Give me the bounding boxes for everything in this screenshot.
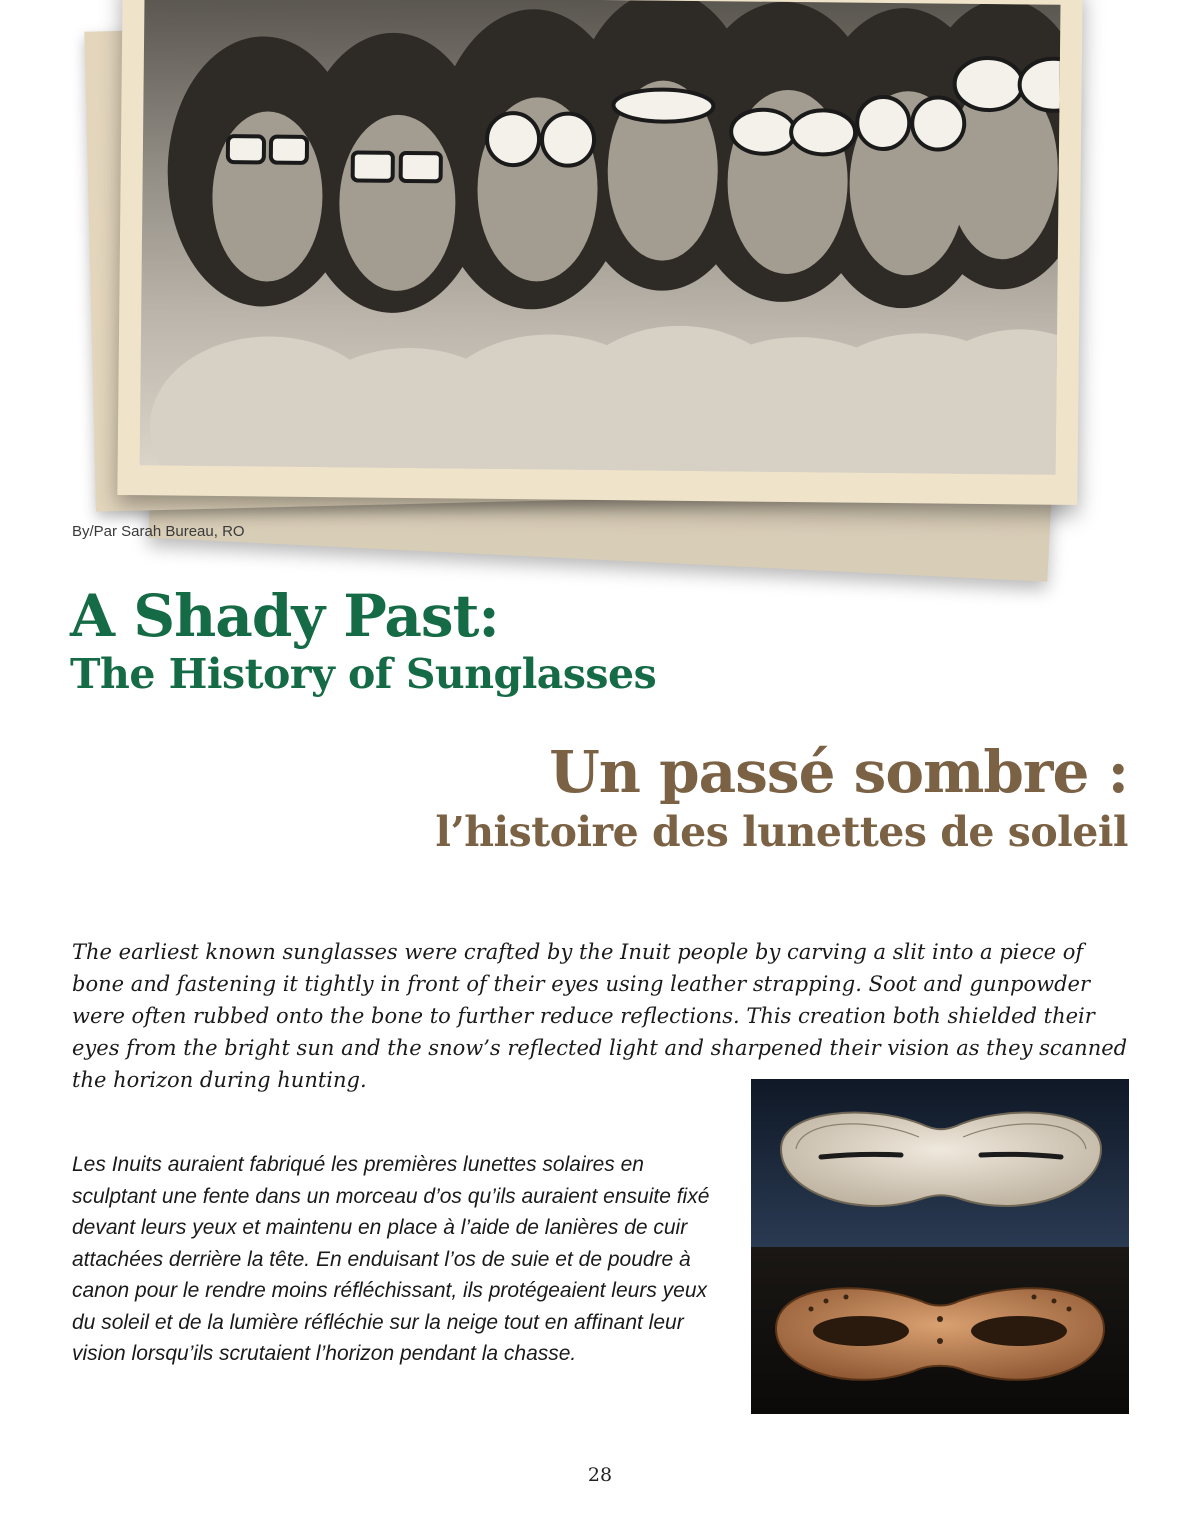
french-intro-paragraph: Les Inuits auraient fabriqué les premières lunettes solaires en sculptant une fente dans un morceau d’os qu’ils auraient ensuite fixé devant leurs yeux et maintenu en place à l’aide de lanières de cuir attachées derrière la tête. En enduisant l’os de suie et de poudre à canon pour le rendre moins réfléchissant, ils protégeaient leurs yeux du soleil et de la lumière réfléchie sur la neige tout en affinant leur vision lorsqu’ils scrutaient l’horizon pendant la chasse. [72, 1153, 710, 1365]
vintage-sunglasses-photo [140, 0, 1061, 475]
english-title: A Shady Past: [70, 582, 499, 650]
inuit-snow-goggles-photo [751, 1079, 1129, 1414]
byline: By/Par Sarah Bureau, RO [72, 523, 245, 540]
english-intro-paragraph: The earliest known sunglasses were crafted by the Inuit people by carving a slit into a piece of bone and fastening it tightly in front of their eyes using leather strapping. Soot and gunpowder were often rubbed onto the bone to further reduce reflections. This creation both shielded their eyes from the bright sun and the snow’s reflected light and sharpened their vision as they scanned the horizon during hunting. [72, 940, 1128, 1092]
women-in-sunglasses-illustration [140, 0, 1061, 475]
snow-goggles-illustration [751, 1079, 1129, 1414]
english-title-block [70, 583, 656, 699]
page-number: 28 [587, 1464, 613, 1486]
english-subtitle: The History of Sunglasses [70, 650, 657, 698]
hero-photo-stack [70, 0, 1090, 580]
french-subtitle: l’histoire des lunettes de soleil [435, 808, 1128, 856]
photo-print-front [117, 0, 1082, 505]
french-title: Un passé sombre : [549, 738, 1128, 806]
french-title-block [435, 737, 1128, 857]
